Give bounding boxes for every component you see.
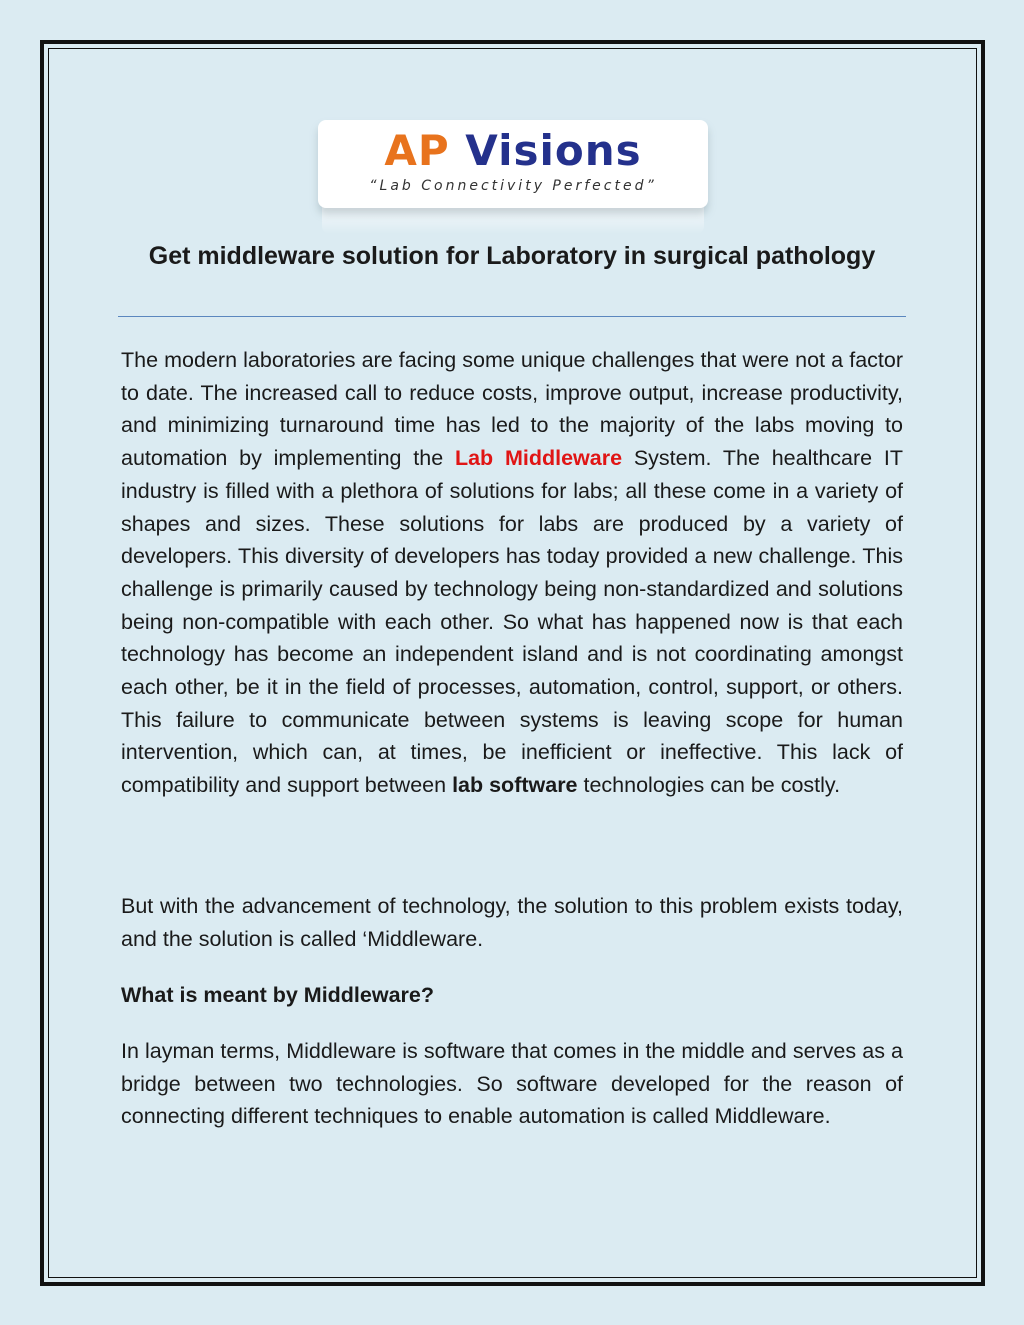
logo-tagline: “Lab Connectivity Perfected” — [369, 178, 657, 194]
solution-paragraph: But with the advancement of technology, the solution to this problem exists today, and the solution is called ‘Middleware. — [121, 894, 903, 951]
logo-wordmark — [318, 126, 708, 176]
intro-paragraph — [121, 344, 903, 802]
intro-text-part3: technologies can be costly. — [577, 773, 841, 798]
logo-visions-text: Visions — [465, 126, 642, 175]
intro-text-part1: The modern laboratories are facing some unique challenges that were not a factor to date. The increased call to reduce costs, improve output, increase productivity, and minimizing turnaround time has led to the majority of the labs moving to automation by implementing the — [121, 348, 903, 471]
title-divider — [118, 316, 906, 317]
ap-visions-logo — [318, 120, 708, 208]
document-title: Get middleware solution for Laboratory in surgical pathology — [148, 242, 876, 270]
logo-ap-text: AP — [384, 126, 450, 175]
lab-software-bold: lab software — [452, 773, 578, 798]
section-heading: What is meant by Middleware? — [121, 983, 434, 1007]
definition-paragraph: In layman terms, Middleware is software that comes in the middle and serves as a bridge between two technologies. So software developed for the reason of connecting different techniques to enable automation is called Middleware. — [121, 1039, 903, 1129]
intro-text-part2: System. The healthcare IT industry is filled with a plethora of solutions for labs; all these come in a variety of shapes and sizes. These solutions for labs are produced by a variety of developers. This diversity of developers has today provided a new challenge. This challenge is primarily caused by technology being non-standardized and solutions being non-compatible with each other. So what has happened now is that each technology has become an independent island and is not coordinating amongst each other, be it in the field of processes, automation, control, support, or others. This failure to communicate between systems is leaving scope for human intervention, which can, at times, be inefficient or ineffective. This lack of compatibility and support between — [121, 446, 904, 798]
lab-middleware-link[interactable]: Lab Middleware — [454, 446, 623, 471]
logo-reflection — [322, 206, 704, 234]
